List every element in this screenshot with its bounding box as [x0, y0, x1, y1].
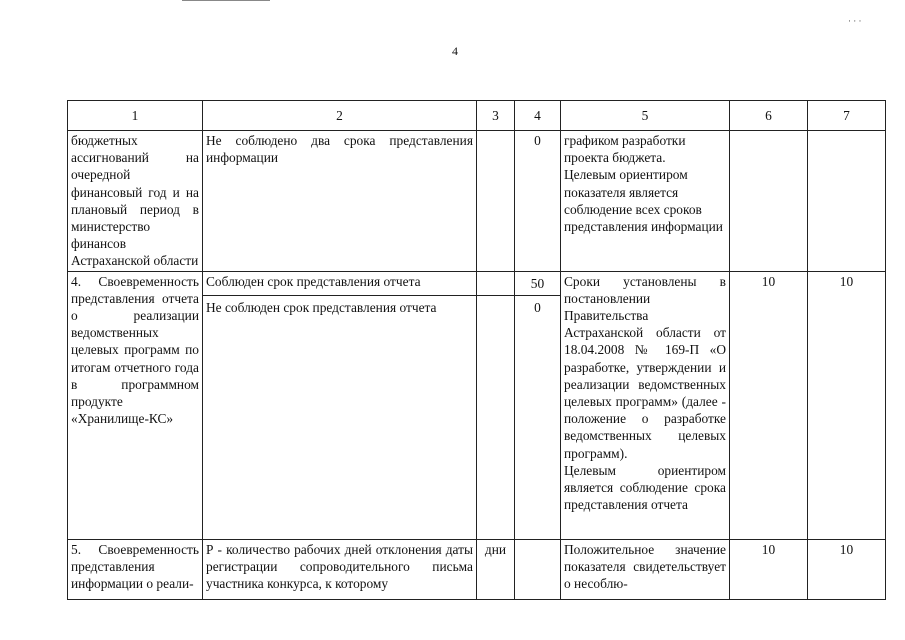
indicator-name-cell: 4. Своевременность представления отчета о реализации ведомственных целевых программ по итогам отчетного года в программном продукте «Хранилище-КС»: [68, 271, 203, 539]
top-edge-line: [182, 0, 270, 1]
criteria-cell: [203, 271, 477, 539]
criteria-not-met: Не соблюден срок представления отчета: [206, 299, 437, 315]
criteria-cell: Не соблюдено два срока представления информации: [203, 131, 477, 272]
unit-cell: дни: [477, 539, 515, 599]
weight-cell: 10: [730, 271, 808, 539]
unit-cell: [477, 131, 515, 272]
weight-cell: [730, 131, 808, 272]
header-cell: 4: [515, 101, 561, 131]
table-row: [68, 131, 886, 272]
score-cell: [515, 271, 561, 539]
unit-cell: [477, 271, 515, 539]
header-cell: 1: [68, 101, 203, 131]
score-not-met: 0: [534, 299, 541, 315]
value-cell: 10: [808, 271, 886, 539]
score-cell: 0: [515, 131, 561, 272]
unit-sub-cell: [477, 272, 514, 296]
table-row: [68, 271, 886, 539]
comment-cell: графиком разработки проекта бюджета. Целевым ориентиром показателя является соблюдение всех сроков представления информации: [561, 131, 730, 272]
criteria-cell: Р - количество рабочих дней отклонения даты регистрации сопроводительного письма участника конкурса, к которому: [203, 539, 477, 599]
table-header-row: [68, 101, 886, 131]
page-number: 4: [452, 44, 458, 58]
header-cell: 6: [730, 101, 808, 131]
weight-cell: 10: [730, 539, 808, 599]
header-cell: 5: [561, 101, 730, 131]
indicator-name-cell: 5. Своевременность представления информации о реали-: [68, 539, 203, 599]
value-cell: 10: [808, 539, 886, 599]
header-cell: 2: [203, 101, 477, 131]
indicator-table: [67, 100, 886, 600]
criteria-met: Соблюден срок представления отчета: [203, 272, 476, 296]
score-met: 50: [515, 272, 560, 296]
value-cell: [808, 131, 886, 272]
indicator-name-cell: бюджетных ассигнований на очередной финансовый год и на плановый период в министерство финансов Астраханской области: [68, 131, 203, 272]
score-cell: [515, 539, 561, 599]
scan-mark: · · ·: [848, 16, 862, 26]
header-cell: 7: [808, 101, 886, 131]
header-cell: 3: [477, 101, 515, 131]
comment-cell: Сроки установлены в постановлении Правительства Астраханской области от 18.04.2008 № 169-П «О разработке, утверждении и реализации ведомственных целевых программ» (далее - положение о разработке ведомственных целевых программ). Целевым ориентиром является соблюдение срока представления отчета: [561, 271, 730, 539]
table-row: [68, 539, 886, 599]
comment-cell: Положительное значение показателя свидетельствует о несоблю-: [561, 539, 730, 599]
